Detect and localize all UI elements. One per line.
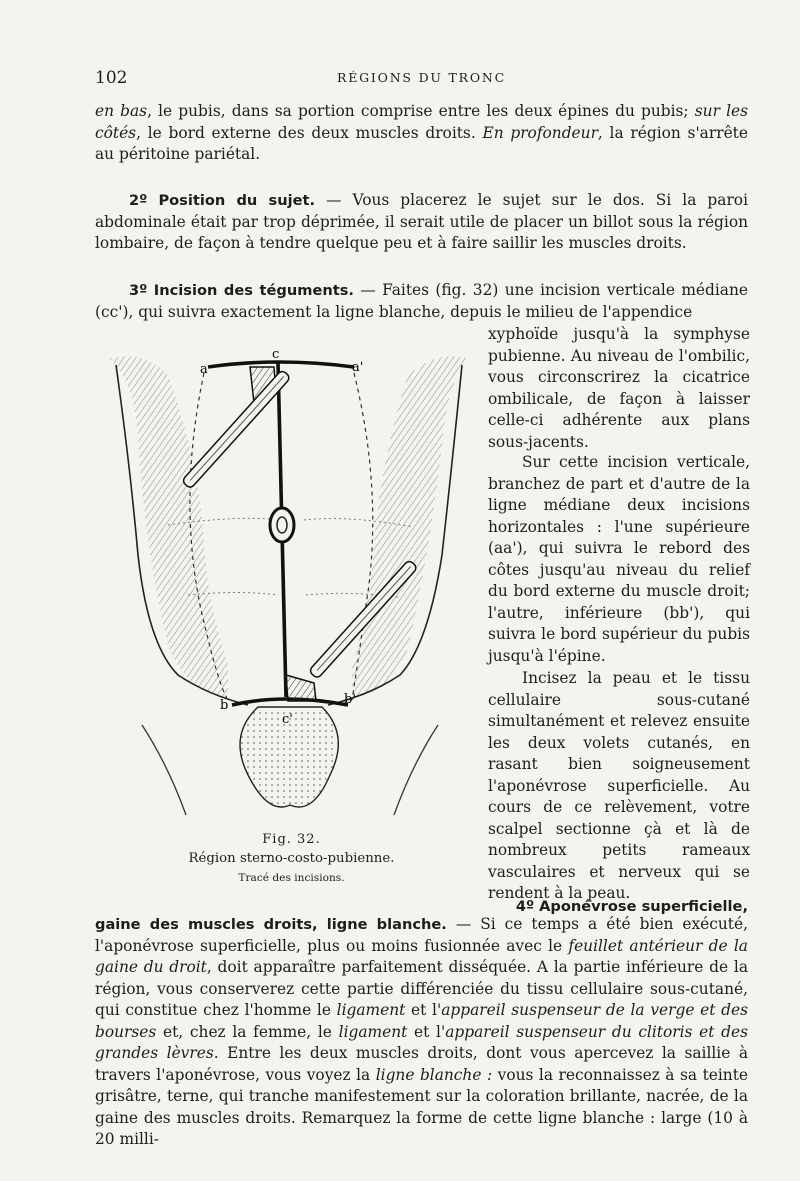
section-2-number: 2º xyxy=(129,192,148,209)
section-4-heading-part1: Aponévrose superficielle, xyxy=(539,898,748,915)
section-3-paragraph xyxy=(95,280,748,323)
section-4-text-3: et l' xyxy=(405,1001,442,1019)
section-4-number: 4º xyxy=(515,898,535,915)
section-4-text-6: . Entre les deux muscles droits, dont vous apercevez la saillie à travers l'aponévrose, vous voyez la xyxy=(95,1044,748,1084)
section-4-emph-6: ligne blanche : xyxy=(375,1065,493,1084)
intro-paragraph xyxy=(95,101,748,166)
skin-flap-lower xyxy=(286,675,316,701)
figure-title: Région sterno-costo-pubienne. xyxy=(188,851,395,866)
intro-label-bas: en bas xyxy=(95,102,148,120)
section-4-text-1: — Si ce temps a été bien exécuté, l'aponévrose superficielle, plus ou moins fusionnée avec le xyxy=(95,915,748,955)
torso-right-shading xyxy=(352,356,470,697)
section-3-paragraph-2: Sur cette incision verticale, branchez de part et d'autre de la ligne médiane deux incisions horizontales : l'une supérieure (aa'), qui suivra le rebord des côtes jusqu'au niveau du relief du bord externe du muscle droit; l'autre, inférieure (bb'), qui suivra le bord supérieur du pubis jusqu'à l'épine. xyxy=(488,453,750,665)
section-3-body-full: — Faites (fig. 32) une incision verticale médiane (cc'), qui suivra exactement la ligne blanche, depuis le milieu de l'appendice xyxy=(95,281,748,321)
page-number: 102 xyxy=(95,68,128,88)
section-4-paragraph xyxy=(95,914,748,1151)
figure-number: Fig. 32. xyxy=(262,832,321,847)
label-a-prime: a' xyxy=(352,360,364,375)
section-4-emph-3: appareil suspenseur de la verge et des bourses xyxy=(95,1001,749,1041)
label-c-prime: c' xyxy=(282,712,293,727)
section-4-emph-4: ligament xyxy=(338,1022,408,1041)
incision-aa-prime xyxy=(208,362,354,367)
section-4-text-2: , doit apparaître parfaitement disséquée. A la partie inférieure de la région, vous conserverez cette partie différenciée du tissu cellulaire sous-cutané, qui constitue chez l'homme le xyxy=(95,958,748,1019)
label-c: c xyxy=(272,347,280,362)
section-4-text-4: et, chez la femme, le xyxy=(156,1022,339,1041)
abdomen-engraving xyxy=(108,345,470,825)
figure-32-illustration xyxy=(108,345,470,825)
section-4-text-7: vous la reconnaissez à sa teinte grisâtre, terne, qui tranche manifestement sur la coloration brillante, nacrée, de la gaine des muscles droits. Remarquez la forme de cette ligne blanche : large (10 à 20 milli- xyxy=(95,1065,748,1148)
label-a: a xyxy=(200,362,208,377)
section-3-column-text: xyphoïde jusqu'à la symphyse pubienne. Au niveau de l'ombilic, vous circonscrirez la cicatrice ombilicale, de façon à laisser celle-ci adhérente aux plans sous-jacents. xyxy=(488,325,750,451)
running-head xyxy=(95,68,748,90)
intro-label-cotes: sur les côtés xyxy=(95,102,748,142)
section-2-paragraph xyxy=(95,190,748,255)
figure-subtitle: Tracé des incisions. xyxy=(238,872,345,884)
intro-label-profondeur: En profondeur xyxy=(482,123,598,142)
section-4-emph-1: feuillet antérieur de la gaine du droit xyxy=(95,936,748,976)
section-4-emph-2: ligament xyxy=(336,1001,406,1019)
intro-text-1: , le pubis, dans sa portion comprise entre les deux épines du pubis; xyxy=(147,102,695,120)
intro-text-3: , la région s'arrête au péritoine pariétal. xyxy=(95,123,748,163)
running-title: RÉGIONS DU TRONC xyxy=(336,70,506,85)
label-b: b xyxy=(220,698,229,713)
label-b-prime: b' xyxy=(344,692,356,707)
umbilicus xyxy=(270,508,294,542)
section-3-number: 3º xyxy=(129,282,148,299)
section-4-heading-part2: gaine des muscles droits, ligne blanche. xyxy=(95,916,447,933)
section-3-heading: Incision des téguments. xyxy=(153,282,354,299)
section-4-emph-5: appareil suspenseur du clitoris et des grandes lèvres xyxy=(95,1022,748,1062)
intro-text-2: , le bord externe des deux muscles droits. xyxy=(136,123,483,142)
section-2-body: — Vous placerez le sujet sur le dos. Si la paroi abdominale était par trop déprimée, il serait utile de placer un billot sous la région lombaire, de façon à tendre quelque peu et à faire saillir les muscles droits. xyxy=(95,191,748,252)
section-3-paragraph-3: Incisez la peau et le tissu cellulaire sous-cutané simultanément et relevez ensuite les deux volets cutanés, en rasant bien soigneusement l'aponévrose superficielle. Au cours de ce relèvement, votre scalpel sectionne çà et là de nombreux petits rameaux vasculaires et nerveux qui se rendent à la peau. xyxy=(488,669,750,902)
forceps-upper xyxy=(182,370,291,490)
section-4-text-5: et l' xyxy=(407,1022,446,1041)
section-2-heading: Position du sujet. xyxy=(158,192,316,209)
